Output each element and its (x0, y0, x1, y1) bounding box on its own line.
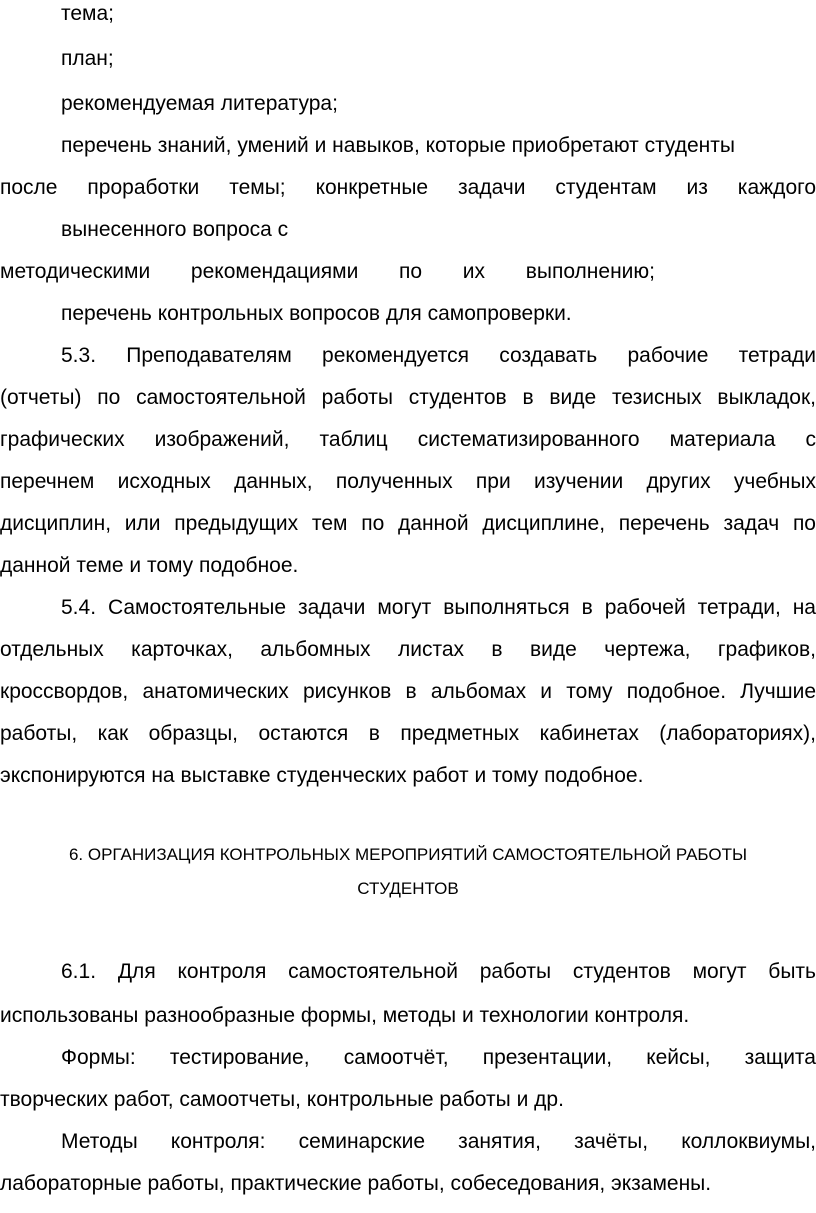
paragraph-line: творческих работ, самоотчеты, контрольные работы и др. (0, 1088, 564, 1111)
paragraph-line: 5.4. Самостоятельные задачи могут выполняться в рабочей тетради, на (61, 596, 816, 619)
paragraph-line: графических изображений, таблиц систематизированного материала с (0, 428, 816, 451)
paragraph-line: данной теме и тому подобное. (0, 554, 299, 577)
list-item-skills-line-2: после проработки темы; конкретные задачи студентам из каждого (0, 176, 816, 199)
paragraph-line: Формы: тестирование, самоотчёт, презентации, кейсы, защита (61, 1046, 816, 1069)
list-item-plan: план; (61, 47, 114, 70)
paragraph-line: Методы контроля: семинарские занятия, зачёты, коллоквиумы, (61, 1130, 816, 1153)
list-item-skills-line-3: вынесенного вопроса с (61, 218, 289, 241)
paragraph-line: работы, как образцы, остаются в предметных кабинетах (лабораториях), (0, 722, 816, 745)
paragraph-line: (отчеты) по самостоятельной работы студентов в виде тезисных выкладок, (0, 386, 816, 409)
list-item-topic: тема; (61, 2, 115, 25)
paragraph-line: экспонируются на выставке студенческих работ и тому подобное. (0, 764, 644, 787)
list-item-skills-line-4: методическими рекомендациями по их выполнению; (0, 260, 655, 283)
list-item-skills-line-1: перечень знаний, умений и навыков, которые приобретают студенты (61, 134, 735, 157)
section-heading-line-1: 6. ОРГАНИЗАЦИЯ КОНТРОЛЬНЫХ МЕРОПРИЯТИЙ САМОСТОЯТЕЛЬНОЙ РАБОТЫ (68, 845, 748, 864)
paragraph-line: лабораторные работы, практические работы, собеседования, экзамены. (0, 1172, 712, 1195)
paragraph-line: кроссвордов, анатомических рисунков в альбомах и тому подобное. Лучшие (0, 680, 816, 703)
paragraph-line: дисциплин, или предыдущих тем по данной дисциплине, перечень задач по (0, 512, 816, 535)
paragraph-line: перечнем исходных данных, полученных при изучении других учебных (0, 470, 816, 493)
list-item-control-questions: перечень контрольных вопросов для самопроверки. (61, 302, 572, 325)
paragraph-line: использованы разнообразные формы, методы и технологии контроля. (0, 1004, 690, 1027)
paragraph-line: 6.1. Для контроля самостоятельной работы студентов могут быть (61, 960, 816, 983)
list-item-literature: рекомендуемая литература; (61, 92, 338, 115)
paragraph-line: 5.3. Преподавателям рекомендуется создавать рабочие тетради (61, 344, 816, 367)
section-heading-line-2: СТУДЕНТОВ (357, 879, 459, 898)
paragraph-line: отдельных карточках, альбомных листах в виде чертежа, графиков, (0, 638, 816, 661)
